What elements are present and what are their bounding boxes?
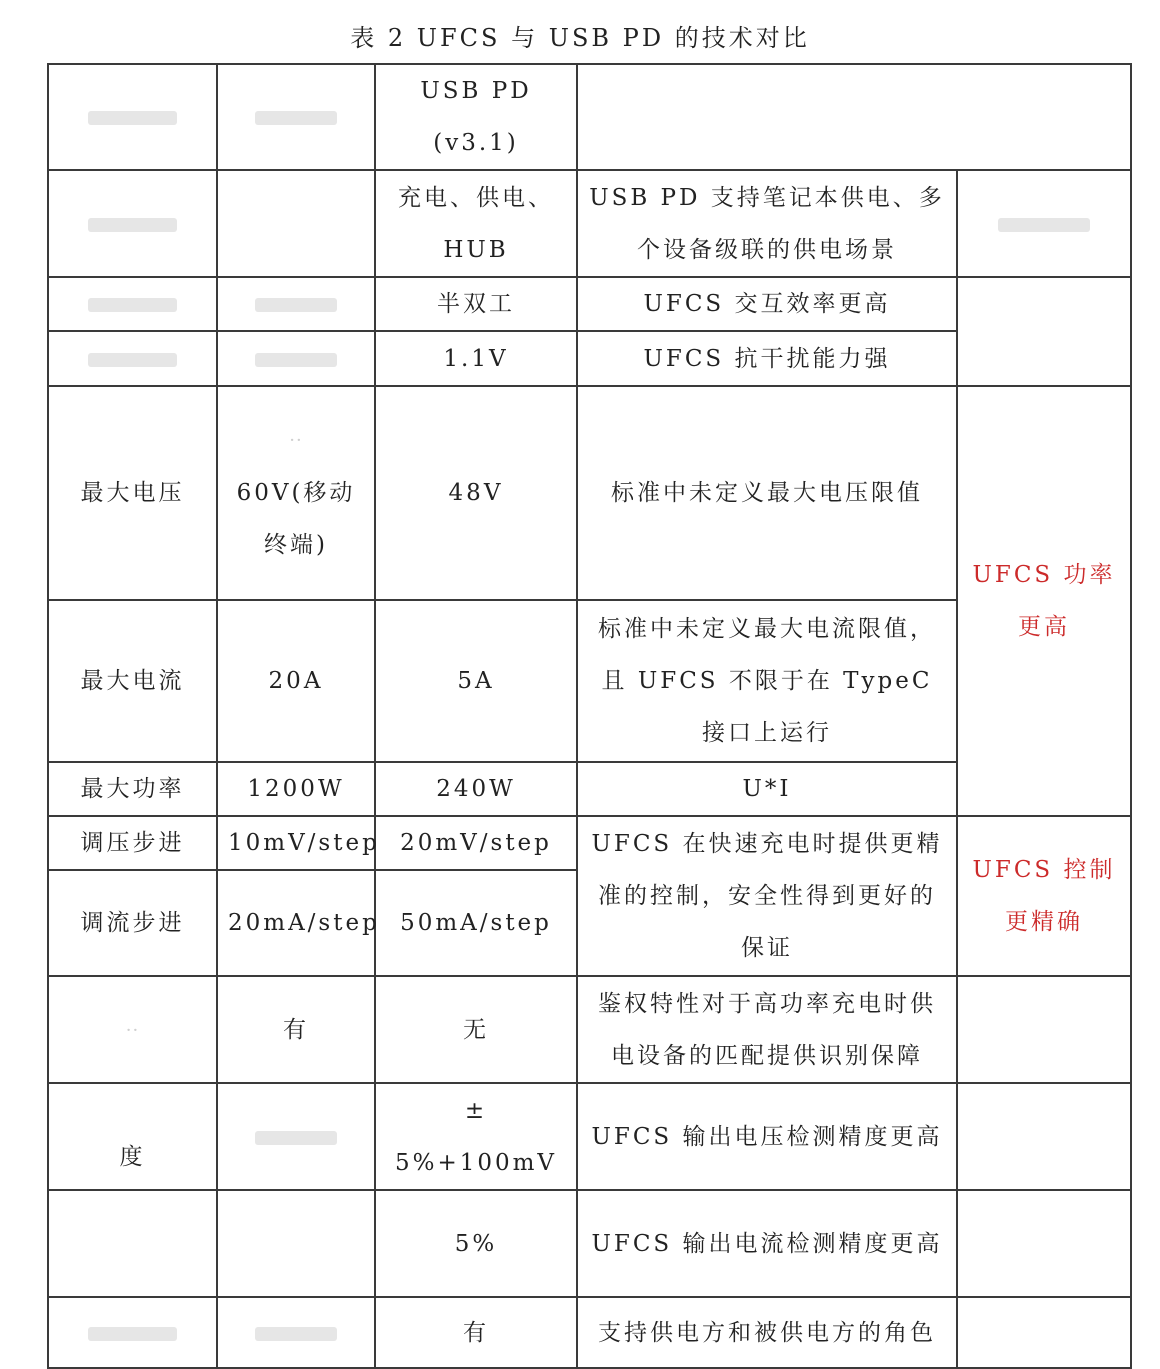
conclusion-cell: [957, 976, 1131, 1083]
param-cell: [48, 1297, 217, 1368]
header-note-cell: [577, 64, 1131, 170]
ufcs-cell: 有: [217, 976, 375, 1083]
usbpd-cell: 充电、供电、HUB: [375, 170, 577, 277]
header-usbpd-cell: USB PD (v3.1): [375, 64, 577, 170]
param-cell: 最大电压: [48, 386, 217, 600]
ufcs-cell: 1200W: [217, 762, 375, 816]
usbpd-cell: 有: [375, 1297, 577, 1368]
note-cell: USB PD 支持笔记本供电、多个设备级联的供电场景: [577, 170, 957, 277]
conclusion-power-cell: UFCS 功率更高: [957, 386, 1131, 816]
param-cell: 调压步进: [48, 816, 217, 870]
note-cell: UFCS 交互效率更高: [577, 277, 957, 331]
table-row: [48, 976, 1131, 1083]
usbpd-cell: 1.1V: [375, 331, 577, 386]
param-cell: 度: [48, 1083, 217, 1190]
table-row: [48, 1083, 1131, 1190]
note-cell: 标准中未定义最大电流限值，且 UFCS 不限于在 TypeC 接口上运行: [577, 600, 957, 762]
note-cell: 鉴权特性对于高功率充电时供电设备的匹配提供识别保障: [577, 976, 957, 1083]
conclusion-cell: [957, 1190, 1131, 1297]
table-row: [48, 1190, 1131, 1297]
ufcs-cell: [217, 170, 375, 277]
table-row: [48, 816, 1131, 870]
note-cell: UFCS 抗干扰能力强: [577, 331, 957, 386]
header-ufcs-cell: [217, 64, 375, 170]
conclusion-cell: [957, 277, 1131, 386]
ufcs-cell: [217, 1083, 375, 1190]
note-cell: 标准中未定义最大电压限值: [577, 386, 957, 600]
ufcs-cell: 10mV/step: [217, 816, 375, 870]
ufcs-cell: [217, 277, 375, 331]
param-cell: 最大电流: [48, 600, 217, 762]
note-cell: UFCS 输出电流检测精度更高: [577, 1190, 957, 1297]
conclusion-control-cell: UFCS 控制更精确: [957, 816, 1131, 976]
param-cell: [48, 1190, 217, 1297]
note-cell: U*I: [577, 762, 957, 816]
usbpd-cell: 无: [375, 976, 577, 1083]
table-row: [48, 64, 1131, 170]
note-cell: UFCS 在快速充电时提供更精准的控制，安全性得到更好的保证: [577, 816, 957, 976]
table-row: [48, 277, 1131, 331]
ufcs-cell: [217, 1297, 375, 1368]
usbpd-cell: 240W: [375, 762, 577, 816]
usbpd-cell: 5%: [375, 1190, 577, 1297]
usbpd-cell: 20mV/step: [375, 816, 577, 870]
usbpd-cell: ± 5%+100mV: [375, 1083, 577, 1190]
param-cell: [48, 277, 217, 331]
ufcs-cell: [217, 331, 375, 386]
table-row: [48, 1297, 1131, 1368]
usbpd-cell: 半双工: [375, 277, 577, 331]
param-cell: [48, 170, 217, 277]
note-cell: UFCS 输出电压检测精度更高: [577, 1083, 957, 1190]
param-cell: ··: [48, 976, 217, 1083]
usbpd-cell: 5A: [375, 600, 577, 762]
note-cell: 支持供电方和被供电方的角色: [577, 1297, 957, 1368]
header-param-cell: [48, 64, 217, 170]
param-cell: [48, 331, 217, 386]
table-row: [48, 170, 1131, 277]
table-caption: 表 2 UFCS 与 USB PD 的技术对比: [350, 24, 810, 52]
ufcs-cell: 20A: [217, 600, 375, 762]
usbpd-cell: 48V: [375, 386, 577, 600]
ufcs-cell: [217, 1190, 375, 1297]
param-cell: 调流步进: [48, 870, 217, 976]
ufcs-cell: ·· 60V(移动终端): [217, 386, 375, 600]
conclusion-cell: [957, 1083, 1131, 1190]
usbpd-cell: 50mA/step: [375, 870, 577, 976]
table-row: [48, 386, 1131, 600]
param-cell: 最大功率: [48, 762, 217, 816]
conclusion-cell: [957, 1297, 1131, 1368]
comparison-table: [47, 63, 1132, 1369]
ufcs-cell: 20mA/step: [217, 870, 375, 976]
conclusion-cell: [957, 170, 1131, 277]
